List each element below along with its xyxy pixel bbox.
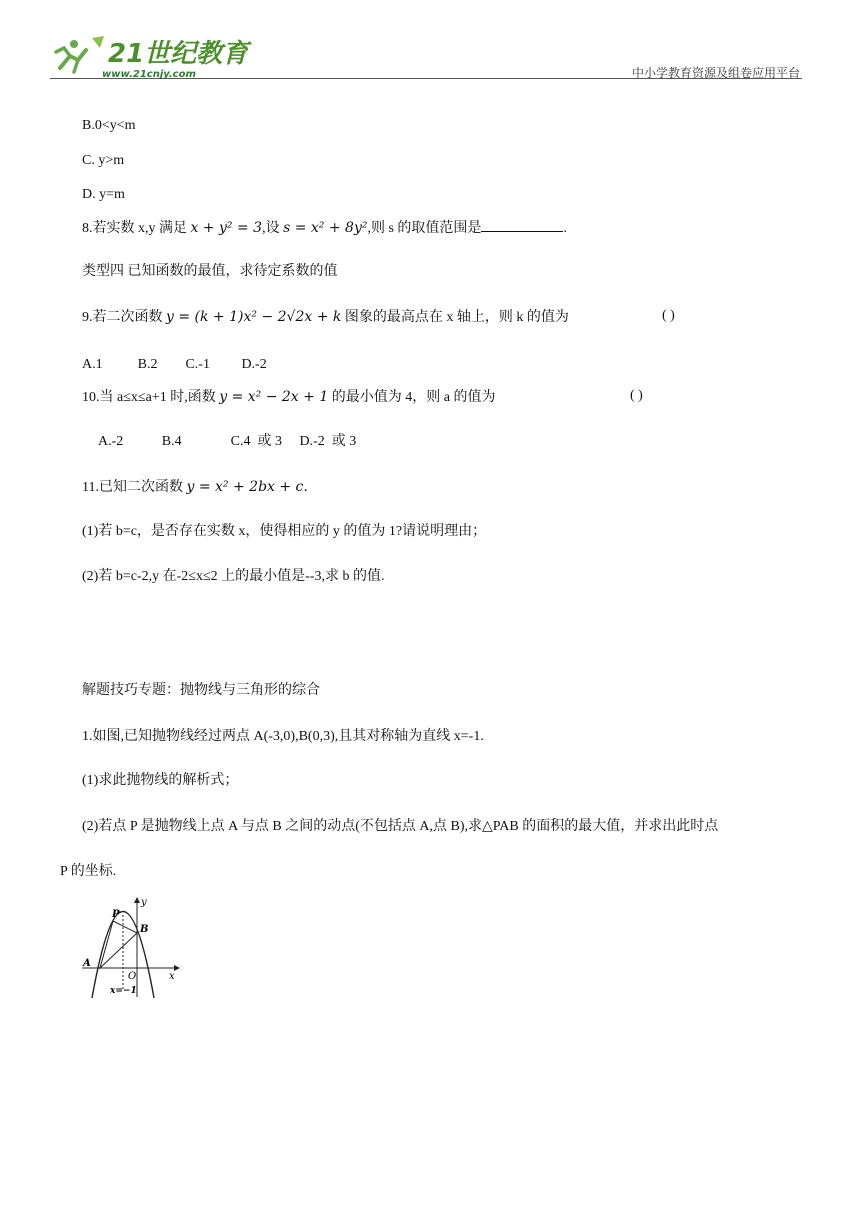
q11-part-2: (2)若 b=c-2,y 在-2≤x≤2 上的最小值是--3,求 b 的值.: [82, 569, 385, 584]
q10-prefix: 10.当 a≤x≤a+1 时,函数: [82, 390, 216, 405]
label-b: B: [140, 924, 149, 935]
label-symmetry: x=−1: [110, 986, 137, 996]
q11-part-1: (1)若 b=c，是否存在实数 x，使得相应的 y 的值为 1?请说明理由；: [82, 524, 487, 539]
q8-equation-1: x + y² = 3: [190, 220, 263, 236]
skill-q1-part-2-cont: P 的坐标.: [60, 864, 117, 879]
q10-equation: y = x² − 2x + 1: [219, 389, 329, 405]
q8-prefix: 8.若实数 x,y 满足: [82, 221, 187, 236]
section-heading: 类型四 已知函数的最值，求待定系数的值: [82, 264, 338, 279]
label-y: y: [141, 897, 147, 908]
q9-suffix: 图象的最高点在 x 轴上，则 k 的值为: [344, 310, 569, 325]
question-9: [82, 308, 569, 327]
q11-prefix: 11.已知二次函数: [82, 480, 183, 495]
svg-text:www.21cnjy.com: www.21cnjy.com: [102, 69, 196, 80]
q8-mid: ,设: [262, 221, 280, 236]
skill-question-1: 1.如图,已知抛物线经过两点 A(-3,0),B(0,3),且其对称轴为直线 x=-1.: [82, 729, 484, 744]
y-axis-arrow: [134, 897, 140, 903]
option-b: B.0<y<m: [82, 118, 136, 133]
answer-blank[interactable]: [481, 219, 563, 232]
option-d: D. y=m: [82, 187, 125, 202]
x-axis-arrow: [174, 965, 180, 971]
label-o: O: [128, 971, 137, 982]
svg-text:21世纪教育: 21世纪教育: [108, 39, 249, 69]
q8-end: .: [563, 221, 567, 236]
option-c: C. y>m: [82, 153, 125, 168]
header-platform-text: 中小学教育资源及组卷应用平台: [631, 66, 800, 80]
q10-suffix: 的最小值为 4，则 a 的值为: [331, 390, 496, 405]
label-p: P: [112, 909, 120, 920]
parabola-figure: [80, 895, 186, 1000]
q10-answer-paren[interactable]: ( ): [630, 388, 643, 403]
question-10: [82, 388, 495, 407]
question-11: [82, 478, 308, 497]
q8-equation-2: s = x² + 8y²: [283, 220, 368, 236]
skill-q1-part-1: (1)求此抛物线的解析式；: [82, 773, 239, 788]
skill-q1-part-2: (2)若点 P 是抛物线上点 A 与点 B 之间的动点(不包括点 A,点 B),求△PAB 的面积的最大值，并求出此时点: [82, 819, 719, 834]
q9-equation: y = (k + 1)x² − 2√2x + k: [166, 309, 342, 325]
skill-section-heading: 解题技巧专题：抛物线与三角形的综合: [82, 683, 320, 698]
q11-equation: y = x² + 2bx + c.: [186, 479, 308, 495]
q10-options: A.-2 B.4 C.4 或 3 D.-2 或 3: [98, 434, 357, 449]
runner-icon: [56, 36, 104, 72]
logo: [52, 34, 282, 80]
question-8: [82, 219, 567, 238]
q9-answer-paren[interactable]: ( ): [662, 308, 675, 323]
q9-options: A.1 B.2 C.-1 D.-2: [82, 357, 267, 372]
label-a: A: [83, 958, 91, 969]
q9-prefix: 9.若二次函数: [82, 310, 163, 325]
label-x: x: [169, 971, 175, 982]
triangle-pab: [100, 921, 137, 968]
page-header: [50, 28, 802, 80]
header-divider: [50, 78, 802, 79]
q8-suffix: ,则 s 的取值范围是: [367, 221, 482, 236]
